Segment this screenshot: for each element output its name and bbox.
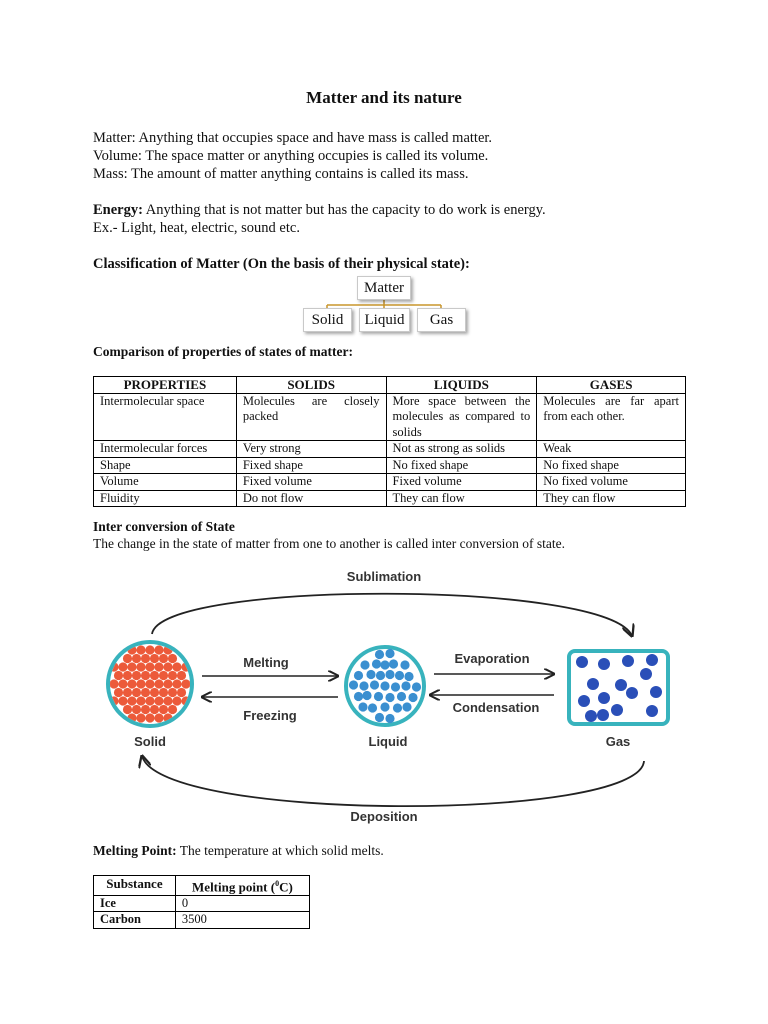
liquid-label: Liquid: [368, 734, 408, 749]
solid-particle: [118, 662, 127, 671]
liquid-particle: [376, 671, 385, 680]
solid-particle: [132, 705, 141, 714]
table-cell: They can flow: [537, 490, 686, 507]
gas-particle: [626, 687, 638, 699]
solid-particle: [136, 696, 145, 705]
solid-particle: [114, 671, 123, 680]
table-cell: 0: [175, 895, 309, 912]
solid-particle: [163, 696, 172, 705]
table-row: [94, 912, 310, 929]
liquid-particle: [375, 713, 384, 722]
table-cell: No fixed shape: [386, 457, 537, 474]
solid-particle: [123, 654, 132, 663]
solid-particle: [154, 662, 163, 671]
energy-example: Ex.- Light, heat, electric, sound etc.: [93, 220, 300, 236]
solid-particle: [150, 671, 159, 680]
sublimation-arrow: [152, 594, 632, 636]
solid-particle: [141, 654, 150, 663]
condensation-label: Condensation: [452, 700, 540, 715]
solid-particle: [154, 645, 163, 654]
solid-particle: [118, 696, 127, 705]
table-cell: Fixed volume: [386, 474, 537, 491]
liquid-particle: [380, 681, 389, 690]
solid-particle: [168, 688, 177, 697]
liquid-particle: [391, 682, 400, 691]
solid-particle: [132, 654, 141, 663]
liquid-box: Liquid: [359, 308, 410, 332]
table-cell: They can flow: [386, 490, 537, 507]
gas-particle: [611, 704, 623, 716]
header-substance: Substance: [94, 876, 176, 896]
volume-definition: Volume: The space matter or anything occupies is called its volume.: [93, 148, 489, 164]
solid-particle: [141, 705, 150, 714]
table-cell: More space between the molecules as compared to solids: [386, 393, 537, 441]
table-cell: Very strong: [236, 441, 386, 458]
solid-particle: [145, 713, 154, 722]
table-cell: Molecules are closely packed: [236, 393, 386, 441]
liquid-particle: [354, 671, 363, 680]
liquid-particle: [380, 660, 389, 669]
solid-particle: [168, 705, 177, 714]
solid-particle: [141, 688, 150, 697]
page-title: Matter and its nature: [306, 88, 462, 107]
gas-label: Gas: [605, 734, 631, 749]
liquid-particle: [354, 692, 363, 701]
evaporation-label: Evaporation: [454, 651, 530, 666]
solid-particle: [127, 662, 136, 671]
liquid-particle: [385, 714, 394, 723]
solid-particle: [172, 696, 181, 705]
liquid-particle: [397, 692, 406, 701]
table-cell: Fixed shape: [236, 457, 386, 474]
solid-particle: [159, 671, 168, 680]
solid-particle: [177, 688, 186, 697]
solid-particle: [163, 662, 172, 671]
liquid-particle: [402, 702, 411, 711]
solid-particle: [141, 671, 150, 680]
solid-particle: [159, 654, 168, 663]
mass-definition: Mass: The amount of matter anything contains is called its mass.: [93, 166, 469, 182]
gas-particle: [578, 695, 590, 707]
solid-particle: [177, 671, 186, 680]
melting-point-table: [93, 875, 310, 929]
melting-point-text: The temperature at which solid melts.: [176, 843, 384, 858]
solid-particle: [136, 679, 145, 688]
header-melting-point: Melting point ($^0$C): [175, 876, 309, 896]
solid-particle: [145, 645, 154, 654]
gas-particle: [640, 668, 652, 680]
liquid-particle: [385, 670, 394, 679]
header-properties: PROPERTIES: [94, 377, 237, 394]
solid-particle: [136, 645, 145, 654]
table-cell: Volume: [94, 474, 237, 491]
gas-particle: [646, 654, 658, 666]
solid-particle: [159, 688, 168, 697]
table-row: [94, 895, 310, 912]
solid-particle: [159, 705, 168, 714]
solid-particle: [150, 705, 159, 714]
table-cell: Intermolecular space: [94, 393, 237, 441]
gas-particle: [650, 686, 662, 698]
table-cell: Ice: [94, 895, 176, 912]
liquid-particle: [349, 680, 358, 689]
table-cell: Fluidity: [94, 490, 237, 507]
table-cell: Not as strong as solids: [386, 441, 537, 458]
table-cell: Intermolecular forces: [94, 441, 237, 458]
header-solids: SOLIDS: [236, 377, 386, 394]
table-row: [94, 474, 686, 491]
interconversion-heading: Inter conversion of State: [93, 519, 235, 534]
matter-definition: Matter: Anything that occupies space and have mass is called matter.: [93, 130, 493, 146]
liquid-particle: [404, 672, 413, 681]
table-cell: No fixed shape: [537, 457, 686, 474]
solid-particle: [163, 679, 172, 688]
properties-table: [93, 376, 686, 507]
liquid-particle: [360, 660, 369, 669]
liquid-particle: [385, 693, 394, 702]
solid-particle: [172, 679, 181, 688]
solid-particle: [154, 713, 163, 722]
gas-particle: [646, 705, 658, 717]
gas-particle: [597, 709, 609, 721]
table-cell: No fixed volume: [537, 474, 686, 491]
table-row: [94, 490, 686, 507]
table-row: [94, 457, 686, 474]
liquid-particle: [385, 649, 394, 658]
energy-text: Anything that is not matter but has the capacity to do work is energy.: [142, 202, 546, 218]
sublimation-label: Sublimation: [346, 569, 422, 584]
melting-point-definition: [93, 842, 384, 860]
melting-label: Melting: [243, 655, 289, 670]
solid-particle: [150, 654, 159, 663]
table-cell: Carbon: [94, 912, 176, 929]
gas-particle: [587, 678, 599, 690]
table-row: [94, 441, 686, 458]
header-gases: GASES: [537, 377, 686, 394]
solid-particle: [123, 705, 132, 714]
matter-box: Matter: [357, 276, 411, 300]
table-cell: Do not flow: [236, 490, 386, 507]
solid-particle: [154, 696, 163, 705]
comparison-heading: Comparison of properties of states of matter:: [93, 344, 353, 359]
solid-particle: [123, 688, 132, 697]
liquid-particle: [400, 660, 409, 669]
liquid-particle: [408, 693, 417, 702]
table-cell: Fixed volume: [236, 474, 386, 491]
liquid-particle: [366, 670, 375, 679]
gas-particle: [585, 710, 597, 722]
table-cell: 3500: [175, 912, 309, 929]
solid-particle: [168, 671, 177, 680]
table-row: [94, 393, 686, 441]
liquid-particle: [358, 702, 367, 711]
deposition-label: Deposition: [350, 809, 418, 824]
liquid-particle: [380, 702, 389, 711]
liquid-particle: [389, 659, 398, 668]
solid-particle: [136, 713, 145, 722]
solid-particle: [118, 679, 127, 688]
liquid-particles: [346, 647, 424, 725]
liquid-particle: [401, 681, 410, 690]
solid-particle: [132, 671, 141, 680]
solid-particles: [108, 642, 192, 726]
table-header-row: [94, 876, 310, 896]
solid-particle: [132, 688, 141, 697]
solid-particle: [136, 662, 145, 671]
liquid-particle: [359, 681, 368, 690]
solid-particle: [181, 679, 190, 688]
solid-particle: [114, 688, 123, 697]
liquid-particle: [372, 659, 381, 668]
liquid-particle: [412, 682, 421, 691]
table-cell: Molecules are far apart from each other.: [537, 393, 686, 441]
liquid-particle: [395, 671, 404, 680]
gas-particle: [615, 679, 627, 691]
solid-particle: [145, 679, 154, 688]
header-liquids: LIQUIDS: [386, 377, 537, 394]
solid-particle: [109, 679, 118, 688]
gas-particle: [598, 692, 610, 704]
gas-particle: [576, 656, 588, 668]
classification-heading: Classification of Matter (On the basis of their physical state):: [93, 256, 470, 272]
liquid-particle: [370, 680, 379, 689]
solid-particle: [154, 679, 163, 688]
solid-particle: [150, 688, 159, 697]
solid-label: Solid: [134, 734, 166, 749]
deposition-arrow: [142, 756, 644, 806]
liquid-particle: [368, 703, 377, 712]
interconversion-text: The change in the state of matter from one to another is called inter conversion of state.: [93, 536, 565, 551]
interconversion-diagram: [0, 560, 768, 830]
gas-box: Gas: [417, 308, 466, 332]
solid-particle: [145, 696, 154, 705]
table-cell: Weak: [537, 441, 686, 458]
table-cell: Shape: [94, 457, 237, 474]
energy-term: Energy:: [93, 202, 143, 218]
solid-particle: [123, 671, 132, 680]
solid-particle: [172, 662, 181, 671]
solid-particle: [145, 662, 154, 671]
gas-particle: [598, 658, 610, 670]
table-header-row: [94, 377, 686, 394]
solid-particle: [127, 679, 136, 688]
liquid-particle: [375, 650, 384, 659]
melting-point-term: Melting Point:: [93, 843, 177, 858]
solid-box: Solid: [303, 308, 352, 332]
liquid-particle: [362, 691, 371, 700]
solid-particle: [168, 654, 177, 663]
freezing-label: Freezing: [243, 708, 297, 723]
liquid-particle: [374, 692, 383, 701]
solid-particle: [127, 696, 136, 705]
gas-particles: [569, 651, 668, 724]
gas-particle: [622, 655, 634, 667]
energy-definition: [93, 201, 546, 219]
liquid-particle: [393, 703, 402, 712]
